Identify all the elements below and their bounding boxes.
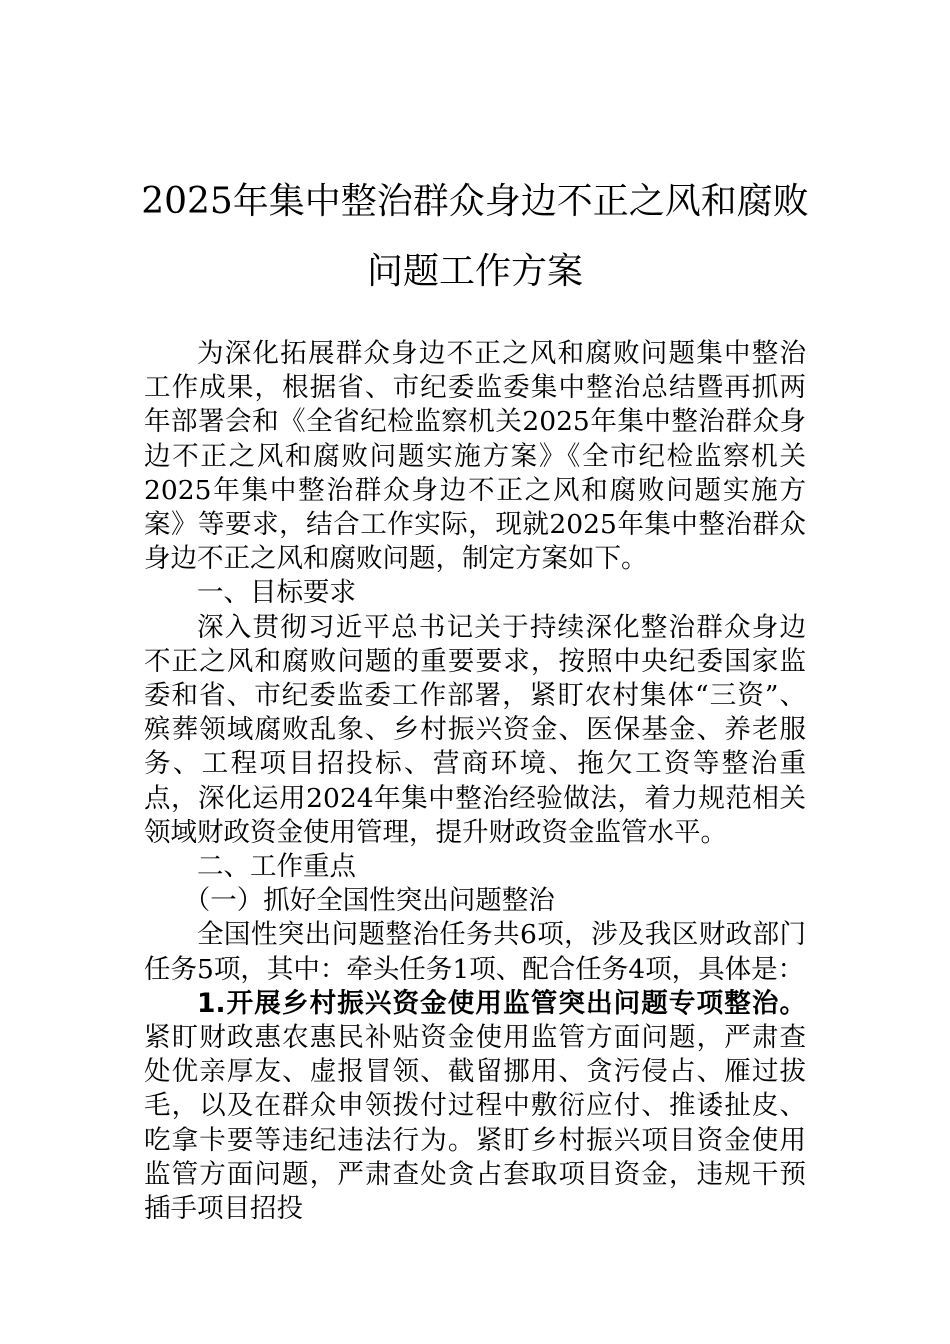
item-1-body: 紧盯财政惠农惠民补贴资金使用监管方面问题，严肃查处优亲厚友、虚报冒领、截留挪用、贪污侵占、雁过拔毛，以及在群众申领拨付过程中敷衍应付、推诿扯皮、吃拿卡要等违纪违法行为。紧盯乡村振兴项目资金使用监管方面问题，严肃查处贪占套取项目资金，违规干预插手项目招投 [144, 1022, 806, 1225]
section-heading-focus: 二、工作重点 [197, 851, 356, 883]
section-heading-goals: 一、目标要求 [197, 577, 356, 609]
item-1-paragraph [144, 987, 806, 1226]
item-1-heading: 1.开展乡村振兴资金使用监管突出问题专项整治。 [197, 987, 806, 1019]
national-tasks-paragraph: 全国性突出问题整治任务共6项，涉及我区财政部门任务5项，其中：牵头任务1项、配合任务4项，具体是： [144, 919, 806, 985]
subsection-heading-national: （一）抓好全国性突出问题整治 [183, 885, 555, 917]
document-title-line-2: 问题工作方案 [366, 251, 583, 292]
goals-paragraph: 深入贯彻习近平总书记关于持续深化整治群众身边不正之风和腐败问题的重要要求，按照中央纪委国家监委和省、市纪委监委工作部署，紧盯农村集体“三资”、殡葬领域腐败乱象、乡村振兴资金、医保基金、养老服务、工程项目招投标、营商环境、拖欠工资等整治重点，深化运用2024年集中整治经验做法，着力规范相关领域财政资金使用管理，提升财政资金监管水平。 [144, 611, 806, 848]
intro-paragraph: 为深化拓展群众身边不正之风和腐败问题集中整治工作成果，根据省、市纪委监委集中整治总结暨再抓两年部署会和《全省纪检监察机关2025年集中整治群众身边不正之风和腐败问题实施方案》《全市纪检监察机关2025年集中整治群众身边不正之风和腐败问题实施方案》等要求，结合工作实际，现就2025年集中整治群众身边不正之风和腐败问题，制定方案如下。 [144, 338, 806, 575]
document-title-line-1: 2025年集中整治群众身边不正之风和腐败 [141, 181, 809, 222]
document-body [144, 337, 806, 1226]
